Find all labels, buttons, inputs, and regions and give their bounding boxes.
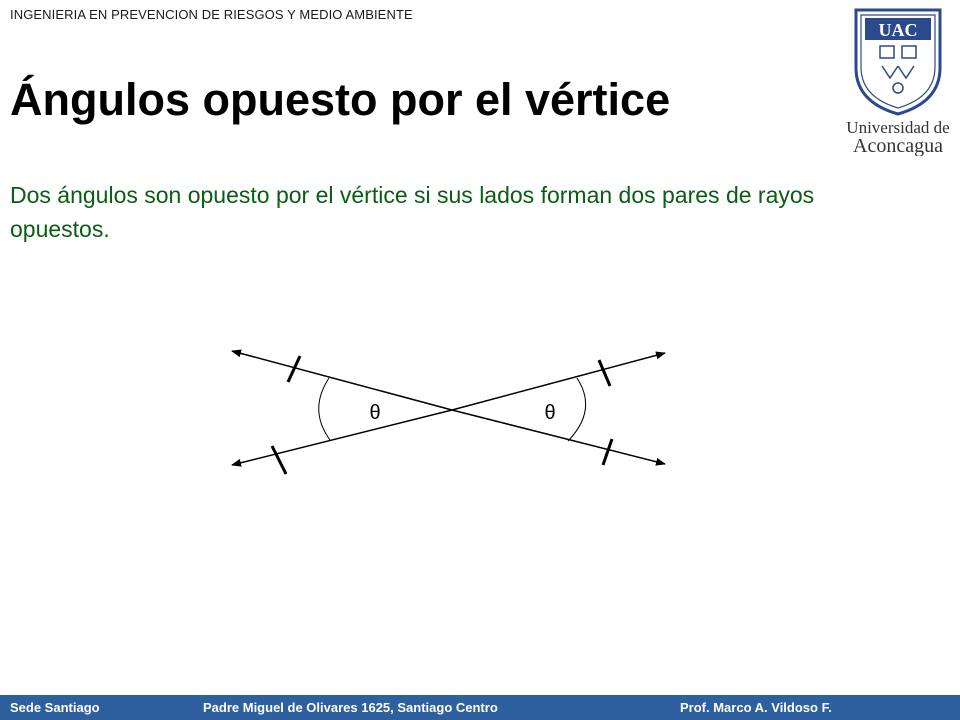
angle-label-right: θ <box>544 402 556 424</box>
footer-campus: Sede Santiago <box>10 700 100 715</box>
ray-lower-right <box>452 410 665 464</box>
tick-mark-lower-left <box>272 446 286 474</box>
logo-name-line1: Universidad de <box>846 118 950 137</box>
university-logo <box>838 6 960 156</box>
ray-upper-left <box>232 351 452 410</box>
footer-bar <box>0 695 960 720</box>
angle-arc-right <box>568 378 586 441</box>
ray-lower-left <box>232 410 452 465</box>
footer-professor: Prof. Marco A. Vildoso F. <box>680 700 832 715</box>
footer-address: Padre Miguel de Olivares 1625, Santiago Centro <box>203 700 498 715</box>
program-header: INGENIERIA EN PREVENCION DE RIESGOS Y MEDIO AMBIENTE <box>10 7 413 22</box>
tick-mark-upper-right <box>599 360 610 386</box>
logo-acronym: UAC <box>878 20 918 40</box>
uac-shield-icon <box>838 6 960 156</box>
logo-name-line2: Aconcagua <box>853 135 943 156</box>
angle-label-left: θ <box>369 402 381 424</box>
slide-title: Ángulos opuesto por el vértice <box>10 74 671 125</box>
angle-arc-left <box>319 378 330 440</box>
ray-upper-right <box>452 353 665 410</box>
tick-mark-lower-right <box>603 439 612 465</box>
definition-text: Dos ángulos son opuesto por el vértice si sus lados forman dos pares de rayos opuestos. <box>10 182 815 242</box>
vertical-angles-diagram <box>220 340 680 480</box>
